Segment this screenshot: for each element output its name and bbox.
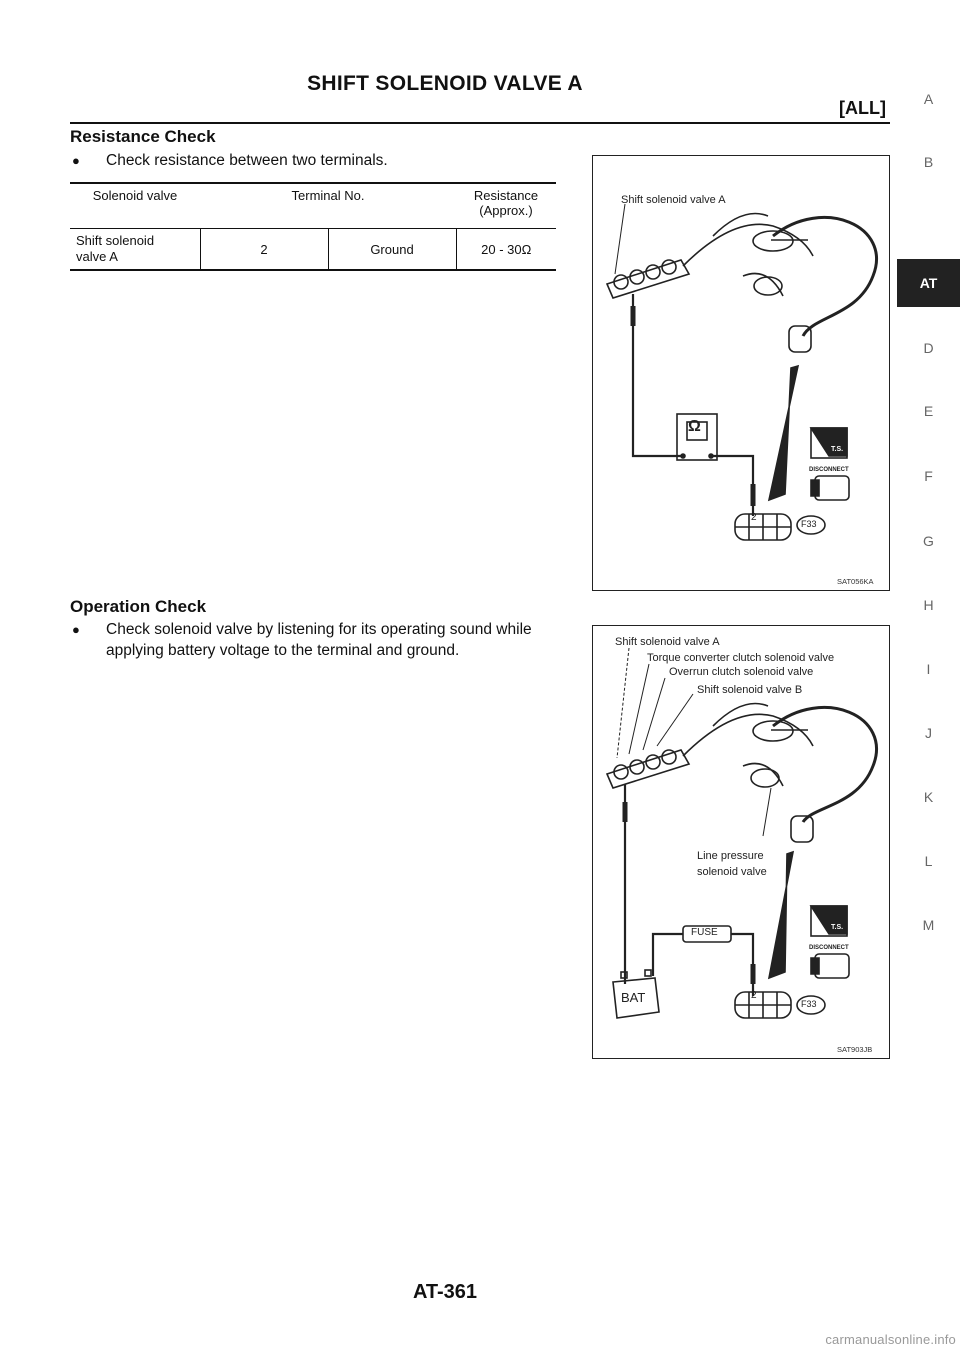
- table-cell-valve: Shift solenoid valve A: [70, 229, 200, 271]
- figure-operation-check: [592, 625, 890, 1059]
- figure2-label-shift-solenoid-b: Shift solenoid valve B: [697, 684, 803, 696]
- table-header-row: [70, 183, 556, 229]
- sidebar-item-e[interactable]: E: [923, 403, 934, 419]
- figure2-label-overrun-clutch: Overrun clutch solenoid valve: [669, 666, 814, 678]
- operation-bullet-line2: applying battery voltage to the terminal and ground.: [106, 642, 460, 659]
- table-row: [70, 229, 556, 271]
- ohm-meter-symbol: Ω: [688, 418, 701, 435]
- header-rule: [70, 122, 890, 124]
- figure1-code: SAT056KA: [837, 577, 874, 586]
- sidebar-item-j[interactable]: J: [925, 725, 932, 741]
- ts-icon: T.S.: [831, 924, 844, 931]
- figure2-code: SAT903JB: [837, 1045, 873, 1054]
- disconnect-icon: DISCONNECT: [809, 467, 849, 473]
- page-number: AT-361: [412, 1281, 478, 1303]
- fuse-label: FUSE: [691, 927, 718, 938]
- figure1-connector-label: F33: [801, 519, 817, 529]
- sidebar-item-l[interactable]: L: [924, 853, 933, 869]
- table-cell-resistance: 20 - 30Ω: [456, 229, 556, 271]
- figure-resistance-check: [592, 155, 890, 591]
- watermark: carmanualsonline.info: [825, 1332, 956, 1347]
- operation-check-heading: Operation Check: [70, 597, 207, 616]
- table-cell-terminal: 2: [200, 229, 328, 271]
- section-tag: [ALL]: [839, 98, 886, 118]
- figure2-pin-label: 2: [751, 990, 757, 1001]
- resistance-check-heading: Resistance Check: [70, 127, 216, 146]
- resistance-bullet-text: Check resistance between two terminals.: [106, 152, 388, 169]
- sidebar-item-i[interactable]: I: [926, 661, 931, 677]
- battery-label: BAT: [621, 990, 646, 1005]
- operation-bullet-line1: Check solenoid valve by listening for its operating sound while: [106, 621, 532, 638]
- figure2-connector-label: F33: [801, 999, 817, 1009]
- disconnect-icon: DISCONNECT: [809, 945, 849, 951]
- resistance-table: [70, 182, 556, 271]
- sidebar-item-b[interactable]: B: [923, 154, 934, 170]
- table-header-solenoid: Solenoid valve: [70, 183, 200, 229]
- figure2-label-shift-solenoid-a: Shift solenoid valve A: [615, 636, 720, 648]
- sidebar-item-at[interactable]: AT: [897, 259, 960, 307]
- sidebar-item-g[interactable]: G: [923, 533, 934, 549]
- sidebar-item-f[interactable]: F: [924, 468, 933, 484]
- figure2-label-torque-converter: Torque converter clutch solenoid valve: [647, 652, 835, 664]
- table-header-resistance: Resistance (Approx.): [456, 183, 556, 229]
- sidebar-item-a[interactable]: A: [923, 91, 934, 107]
- bullet-dot: ●: [72, 622, 80, 637]
- table-header-terminal: Terminal No.: [200, 183, 456, 229]
- sidebar-item-k[interactable]: K: [923, 789, 934, 805]
- figure2-label-line-pressure: Line pressure solenoid valve: [697, 850, 767, 878]
- figure-resistance-drawing: [593, 156, 889, 590]
- table-cell-ground: Ground: [328, 229, 456, 271]
- sidebar-item-d[interactable]: D: [923, 340, 934, 356]
- figure1-label-shift-solenoid-a: Shift solenoid valve A: [621, 194, 726, 206]
- bullet-dot: ●: [72, 153, 80, 168]
- operation-bullet-text: [106, 619, 586, 661]
- figure1-pin-label: 2: [751, 512, 757, 523]
- sidebar-item-h[interactable]: H: [923, 597, 934, 613]
- ts-icon: T.S.: [831, 446, 844, 453]
- page-title: SHIFT SOLENOID VALVE A: [307, 72, 583, 95]
- sidebar-item-m[interactable]: M: [922, 917, 935, 933]
